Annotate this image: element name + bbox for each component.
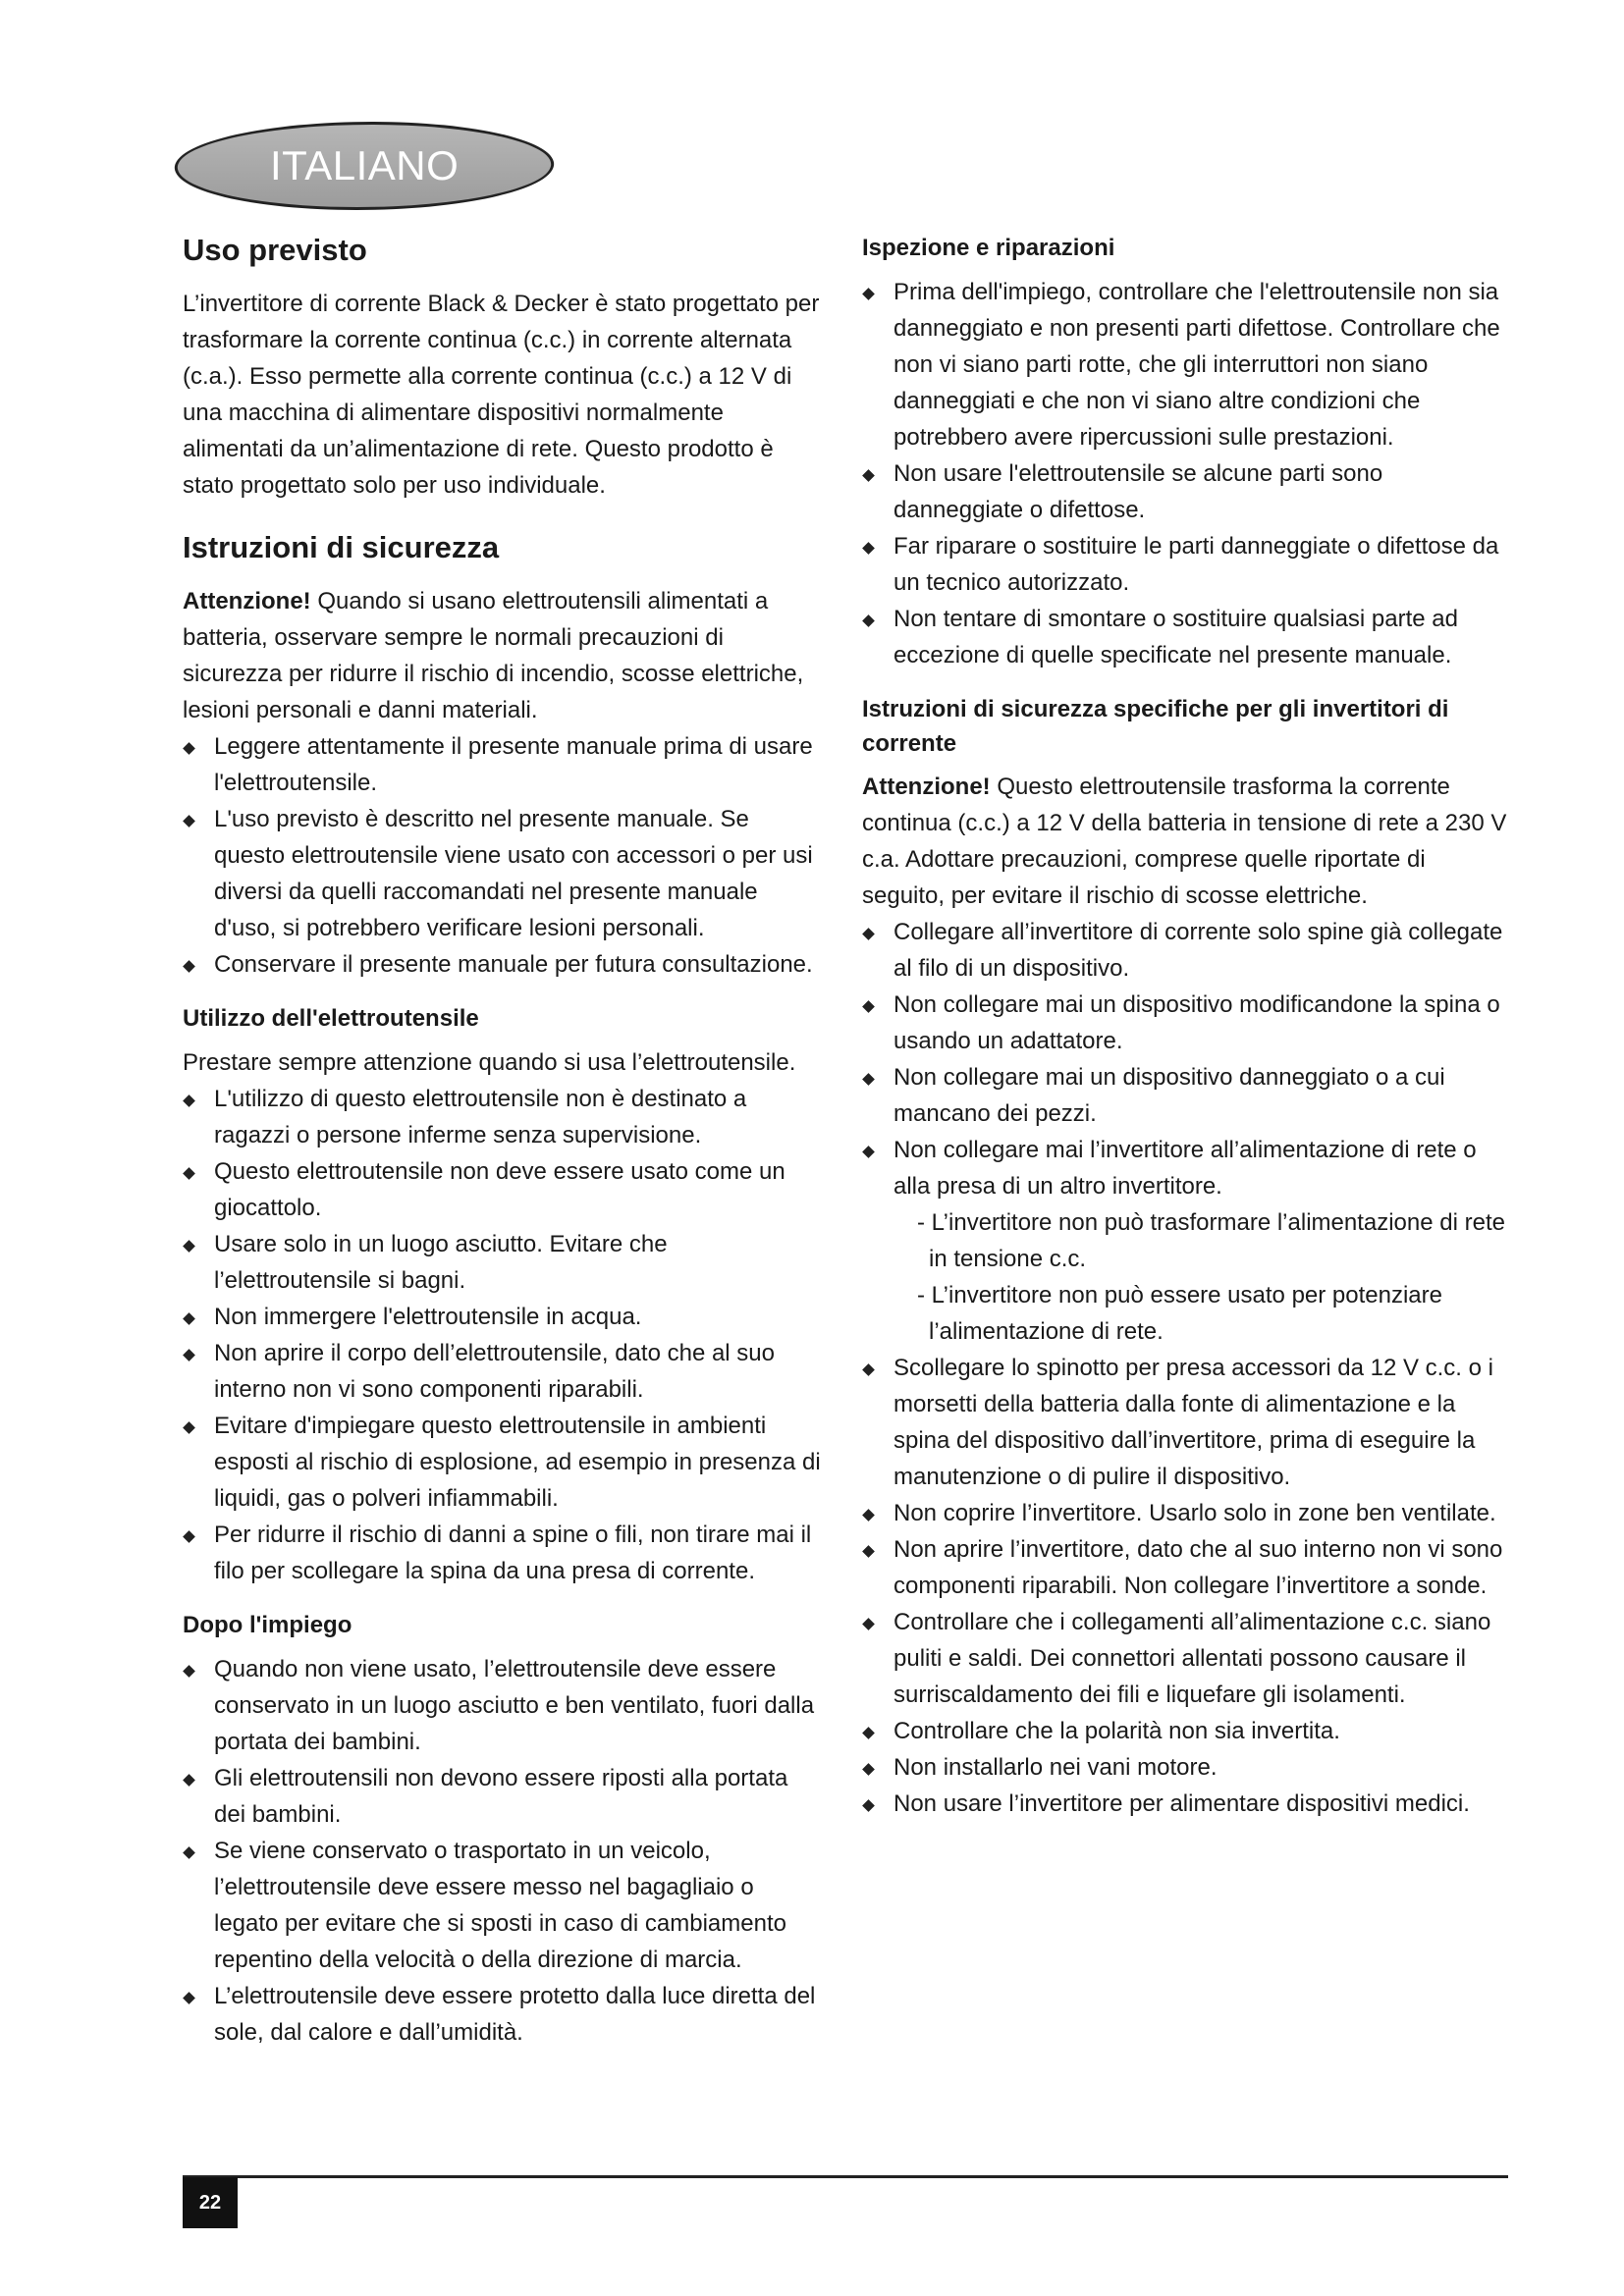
left-column [183, 232, 821, 2051]
list-item: Non aprire l’invertitore, dato che al suo interno non vi sono componenti riparabili. Non collegare l’invertitore a sonde. [862, 1531, 1510, 1604]
diamond-bullet-icon [862, 1074, 875, 1087]
list-item: Per ridurre il rischio di danni a spine o fili, non tirare mai il filo per scollegare la spina da una presa di corrente. [183, 1517, 821, 1589]
diamond-bullet-icon [183, 743, 195, 756]
diamond-bullet-icon [862, 542, 875, 555]
sub-item: - L’invertitore non può trasformare l’alimentazione di rete in tensione c.c. [917, 1209, 1505, 1273]
list-item: Controllare che i collegamenti all’alimentazione c.c. siano puliti e saldi. Dei connettori allentati possono causare il surriscaldamento dei fili e liquefare gli isolamenti. [862, 1604, 1510, 1713]
right-column [862, 232, 1510, 1822]
list-item: Collegare all’invertitore di corrente solo spine già collegate al filo di un dispositivo. [862, 914, 1510, 987]
list-item: Controllare che la polarità non sia invertita. [862, 1713, 1510, 1749]
diamond-bullet-icon [183, 1240, 195, 1253]
warning-label: Attenzione! [183, 588, 311, 615]
list-item: L'uso previsto è descritto nel presente manuale. Se questo elettroutensile viene usato con accessori o per usi diversi da quelli raccomandati nel presente manuale d'uso, si potrebbero verificare lesioni personali. [183, 801, 821, 946]
language-label: ITALIANO [269, 142, 460, 188]
diamond-bullet-icon [183, 1167, 195, 1180]
specifiche-heading: Istruzioni di sicurezza specifiche per gli invertitori di corrente [862, 695, 1449, 757]
uso-previsto-text: L’invertitore di corrente Black & Decker è stato progettato per trasformare la corrente continua (c.c.) in corrente alternata (c.a.). Esso permette alla corrente continua (c.c.) a 12 V di una macchina di alimentare dispositivi normalmente alimentati da un’alimentazione di rete. Questo prodotto è stato progettato solo per uso individuale. [183, 291, 820, 500]
ispezione-list [862, 274, 1510, 673]
diamond-bullet-icon [862, 1001, 875, 1014]
diamond-bullet-icon [862, 1619, 875, 1631]
list-item: Prima dell'impiego, controllare che l'elettroutensile non sia danneggiato e non presenti parti difettose. Controllare che non vi siano parti rotte, che gli interruttori non siano danneggiati e che non vi siano altre condizioni che potrebbero avere ripercussioni sulle prestazioni. [862, 274, 1510, 455]
list-item: Non collegare mai un dispositivo danneggiato o a cui mancano dei pezzi. [862, 1059, 1510, 1132]
language-badge [167, 122, 562, 210]
list-item: Gli elettroutensili non devono essere riposti alla portata dei bambini. [183, 1760, 821, 1833]
diamond-bullet-icon [862, 929, 875, 941]
footer-rule [183, 2175, 1508, 2178]
general-safety-list [183, 728, 821, 983]
diamond-bullet-icon [183, 1846, 195, 1859]
sub-item: - L’invertitore non può essere usato per potenziare l’alimentazione di rete. [917, 1282, 1442, 1346]
diamond-bullet-icon [862, 1147, 875, 1159]
diamond-bullet-icon [862, 1364, 875, 1377]
list-item: Non collegare mai un dispositivo modificandone la spina o usando un adattatore. [862, 987, 1510, 1059]
list-item: Leggere attentamente il presente manuale prima di usare l'elettroutensile. [183, 728, 821, 801]
diamond-bullet-icon [862, 1510, 875, 1522]
uso-previsto-heading: Uso previsto [183, 233, 367, 267]
diamond-bullet-icon [183, 1774, 195, 1787]
utilizzo-text: Prestare sempre attenzione quando si usa l’elettroutensile. [183, 1049, 796, 1077]
warning-text: Questo elettroutensile trasforma la corrente continua (c.c.) a 12 V della batteria in tensione di rete a 230 V c.a. Adottare precauzioni, comprese quelle riportate di seguito, per evitare il rischio di scosse elettriche. [862, 774, 1507, 910]
sicurezza-heading: Istruzioni di sicurezza [183, 530, 500, 565]
diamond-bullet-icon [183, 1992, 195, 2004]
warning-label: Attenzione! [862, 774, 991, 801]
list-item: Non usare l'elettroutensile se alcune parti sono danneggiate o difettose. [862, 455, 1510, 528]
list-item: Non aprire il corpo dell’elettroutensile, dato che al suo interno non vi sono componenti riparabili. [183, 1335, 821, 1408]
diamond-bullet-icon [183, 1095, 195, 1107]
diamond-bullet-icon [183, 1312, 195, 1325]
diamond-bullet-icon [862, 469, 875, 482]
dopo-impiego-list [183, 1651, 821, 2051]
list-item: Non collegare mai l’invertitore all’alimentazione di rete o alla presa di un altro invertitore. - L’invertitore non può trasformare l’alimentazione di rete in tensione c.c. - L’invertitore non può essere usato per potenziare l’alimentazione di rete. [862, 1132, 1510, 1350]
diamond-bullet-icon [183, 816, 195, 828]
diamond-bullet-icon [183, 1421, 195, 1434]
diamond-bullet-icon [183, 1349, 195, 1362]
utilizzo-heading: Utilizzo dell'elettroutensile [183, 1005, 479, 1033]
list-item: Conservare il presente manuale per futura consultazione. [183, 946, 821, 983]
diamond-bullet-icon [862, 1546, 875, 1559]
diamond-bullet-icon [183, 961, 195, 974]
diamond-bullet-icon [862, 1764, 875, 1777]
warning-paragraph [183, 583, 821, 728]
diamond-bullet-icon [183, 1530, 195, 1543]
sub-list [893, 1204, 1510, 1350]
list-item: Non usare l’invertitore per alimentare dispositivi medici. [862, 1786, 1510, 1822]
diamond-bullet-icon [183, 1665, 195, 1678]
list-item: Usare solo in un luogo asciutto. Evitare che l’elettroutensile si bagni. [183, 1226, 821, 1299]
list-item: Non immergere l'elettroutensile in acqua. [183, 1299, 821, 1335]
list-item: L'utilizzo di questo elettroutensile non è destinato a ragazzi o persone inferme senza supervisione. [183, 1081, 821, 1153]
warning-text: Quando si usano elettroutensili alimentati a batteria, osservare sempre le normali precauzioni di sicurezza per ridurre il rischio di incendio, scosse elettriche, lesioni personali e danni materiali. [183, 588, 804, 724]
page-number: 22 [183, 2177, 238, 2228]
list-item: L’elettroutensile deve essere protetto dalla luce diretta del sole, dal calore e dall’umidità. [183, 1978, 821, 2051]
ispezione-heading: Ispezione e riparazioni [862, 235, 1115, 261]
list-item: Evitare d'impiegare questo elettroutensile in ambienti esposti al rischio di esplosione, ad esempio in presenza di liquidi, gas o polveri infiammabili. [183, 1408, 821, 1517]
diamond-bullet-icon [862, 288, 875, 300]
list-item: Far riparare o sostituire le parti danneggiate o difettose da un tecnico autorizzato. [862, 528, 1510, 601]
inverter-safety-list [862, 914, 1510, 1822]
diamond-bullet-icon [862, 1728, 875, 1740]
warning-paragraph-inverter [862, 769, 1510, 914]
utilizzo-list [183, 1081, 821, 1589]
list-item: Questo elettroutensile non deve essere usato come un giocattolo. [183, 1153, 821, 1226]
diamond-bullet-icon [862, 614, 875, 627]
list-item: Scollegare lo spinotto per presa accessori da 12 V c.c. o i morsetti della batteria dalla fonte di alimentazione e la spina del dispositivo dall’invertitore, prima di eseguire la manutenzione o di pulire il dispositivo. [862, 1350, 1510, 1495]
list-item: Non coprire l’invertitore. Usarlo solo in zone ben ventilate. [862, 1495, 1510, 1531]
list-item: Non tentare di smontare o sostituire qualsiasi parte ad eccezione di quelle specificate nel presente manuale. [862, 601, 1510, 673]
diamond-bullet-icon [862, 1800, 875, 1813]
dopo-impiego-heading: Dopo l'impiego [183, 1612, 352, 1639]
list-item: Non installarlo nei vani motore. [862, 1749, 1510, 1786]
list-item: Quando non viene usato, l’elettroutensile deve essere conservato in un luogo asciutto e ben ventilato, fuori dalla portata dei bambini. [183, 1651, 821, 1760]
list-item: Se viene conservato o trasportato in un veicolo, l’elettroutensile deve essere messo nel bagagliaio o legato per evitare che si sposti in caso di cambiamento repentino della velocità o della direzione di marcia. [183, 1833, 821, 1978]
